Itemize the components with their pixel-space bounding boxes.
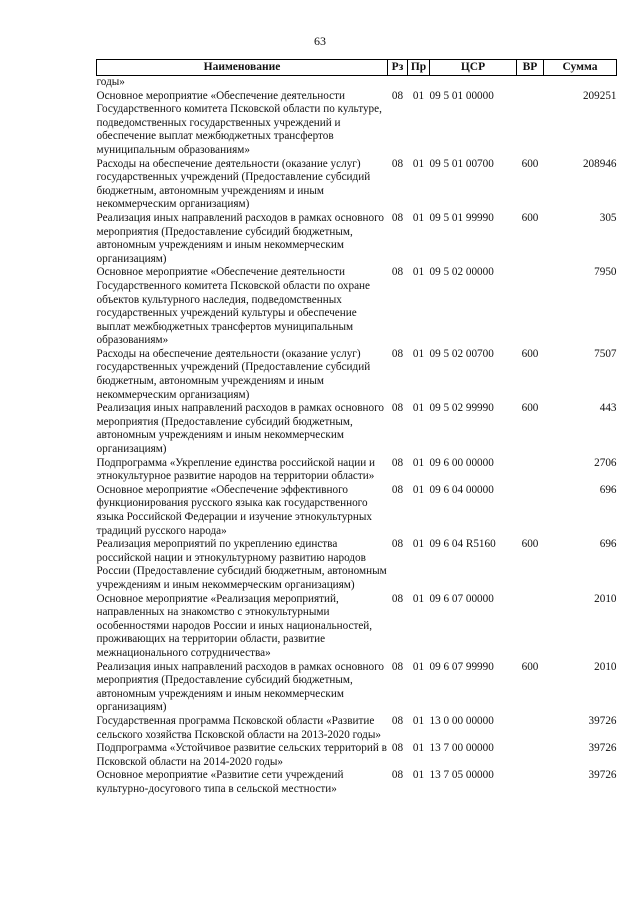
table-header [97,60,617,76]
row-csr: 09 6 07 99990 [429,660,494,673]
table-row [97,266,617,348]
row-sum [544,76,617,90]
row-vr: 600 [521,347,539,360]
row-name: Реализация иных направлений расходов в рамках основного мероприятия (Предоставление субсидий бюджетным, автономным учреждениям и иным некоммерческим организациям) [96,660,384,714]
row-pr: 01 [412,714,425,727]
row-name: Реализация иных направлений расходов в рамках основного мероприятия (Предоставление субсидий бюджетным, автономным учреждениям и иным некоммерческим организациям) [96,211,384,265]
row-pr: 01 [412,266,425,279]
header-name: Наименование [97,60,388,76]
row-pr: 01 [412,157,425,170]
row-vr [517,76,544,90]
row-csr: 09 5 01 99990 [429,211,494,224]
row-rz: 08 [391,266,404,279]
table-row [97,348,617,402]
row-rz: 08 [391,402,404,415]
row-vr [517,593,544,661]
row-rz: 08 [391,769,404,782]
row-csr: 09 5 01 00000 [429,89,494,102]
table-row [97,661,617,715]
row-vr: 600 [521,211,539,224]
row-vr: 600 [521,402,539,415]
header-pr: Пр [408,60,430,76]
row-name: Государственная программа Псковской области «Развитие сельского хозяйства Псковской области на 2013-2020 годы» [96,714,381,741]
row-pr: 01 [412,211,425,224]
table-row [97,457,617,484]
row-sum: 2010 [594,592,617,605]
row-sum: 7950 [594,266,617,279]
budget-table [96,59,617,796]
row-rz: 08 [391,592,404,605]
row-name: Основное мероприятие «Обеспечение деятельности Государственного комитета Псковской области по охране объектов культурного наследия, подведомственных государственных учреждений культуры и обеспечение выплат межбюджетных трансфертов муниципальным образованиям» [96,266,370,347]
row-rz: 08 [391,456,404,469]
row-rz: 08 [391,538,404,551]
header-vr: ВР [517,60,544,76]
row-name: Подпрограмма «Укрепление единства российской нации и этнокультурное развитие народов на территории области» [96,456,376,483]
table-row [97,90,617,158]
table-row [97,76,617,90]
row-name: Реализация иных направлений расходов в рамках основного мероприятия (Предоставление субсидий бюджетным, автономным учреждениям и иным некоммерческим организациям) [96,402,384,456]
table-row [97,158,617,212]
row-pr: 01 [412,483,425,496]
table-row [97,715,617,742]
row-sum: 7507 [594,347,617,360]
row-vr [517,742,544,769]
row-sum: 209251 [582,89,617,102]
row-vr: 600 [521,660,539,673]
row-csr: 09 6 00 00000 [429,456,494,469]
row-rz [388,76,408,90]
row-pr: 01 [412,347,425,360]
row-rz: 08 [391,660,404,673]
row-name: Реализация мероприятий по укреплению единства российской нации и этнокультурному развитию народов России (Предоставление субсидий бюджетным, автономным учреждениям и иным некоммерческим организациям) [96,538,387,591]
row-vr [517,484,544,538]
row-rz: 08 [391,211,404,224]
row-pr: 01 [412,742,425,755]
row-rz: 08 [391,347,404,360]
table-row [97,484,617,538]
row-sum: 39726 [588,769,617,782]
row-name: Основное мероприятие «Обеспечение эффективного функционирования русского языка как государственного языка Российской Федерации и изучение этнокультурных традиций русского народа» [96,483,372,537]
row-csr: 09 6 04 R5160 [429,538,496,551]
row-name: Подпрограмма «Устойчивое развитие сельских территорий в Псковской области на 2014-2020 годы» [96,742,387,768]
row-rz: 08 [391,89,404,102]
row-vr [517,457,544,484]
row-vr: 600 [521,538,539,551]
row-rz: 08 [391,157,404,170]
row-pr: 01 [412,769,425,782]
row-name: Расходы на обеспечение деятельности (оказание услуг) государственных учреждений (Предоставление субсидий бюджетным, автономным учреждениям и иным некоммерческим организациям) [96,347,371,401]
row-csr: 13 7 05 00000 [429,769,494,782]
row-pr [408,76,430,90]
table-row [97,212,617,266]
row-sum: 39726 [588,714,617,727]
row-sum: 305 [599,211,617,224]
row-vr [517,266,544,348]
table-body [97,76,617,797]
row-sum: 39726 [588,742,617,755]
row-pr: 01 [412,592,425,605]
table-row [97,742,617,769]
row-rz: 08 [391,483,404,496]
row-csr: 13 7 00 00000 [429,742,494,755]
row-sum: 443 [599,402,617,415]
row-sum: 696 [599,483,617,496]
row-sum: 696 [599,538,617,551]
row-pr: 01 [412,538,425,551]
row-vr [517,715,544,742]
row-name: Основное мероприятие «Развитие сети учреждений культурно-досугового типа в сельской местности» [96,769,344,795]
row-pr: 01 [412,456,425,469]
row-csr: 09 6 07 00000 [429,592,494,605]
row-sum: 2010 [594,660,617,673]
row-vr [517,769,544,796]
page-number: 63 [314,34,326,48]
row-csr: 13 0 00 00000 [429,714,494,727]
row-pr: 01 [412,89,425,102]
row-rz: 08 [391,714,404,727]
row-name: Основное мероприятие «Реализация мероприятий, направленных на знакомство с этнокультурными особенностями народов России и иных национальностей, проживающих на территории области, развитие межнационального сотрудничества» [96,592,373,659]
row-csr: 09 5 02 00700 [429,347,494,360]
row-pr: 01 [412,660,425,673]
row-csr: 09 5 01 00700 [429,157,494,170]
row-csr: 09 6 04 00000 [429,483,494,496]
row-vr [517,90,544,158]
header-sum: Сумма [544,60,617,76]
row-pr: 01 [412,402,425,415]
row-name: годы» [96,76,125,88]
table-row [97,402,617,456]
row-csr: 09 5 02 00000 [429,266,494,279]
row-csr [430,76,517,90]
row-name: Основное мероприятие «Обеспечение деятельности Государственного комитета Псковской области по культуре, подведомственных государственных учреждений и обеспечение выплат межбюджетных трансфертов муниципальным образованиям» [96,89,382,156]
table-row [97,593,617,661]
table-row [97,538,617,592]
row-rz: 08 [391,742,404,755]
row-name: Расходы на обеспечение деятельности (оказание услуг) государственных учреждений (Предоставление субсидий бюджетным, автономным учреждениям и иным некоммерческим организациям) [96,157,371,211]
table-row [97,769,617,796]
row-sum: 2706 [594,456,617,469]
header-rz: Рз [388,60,408,76]
row-csr: 09 5 02 99990 [429,402,494,415]
header-csr: ЦСР [430,60,517,76]
row-sum: 208946 [582,157,617,170]
row-vr: 600 [521,157,539,170]
